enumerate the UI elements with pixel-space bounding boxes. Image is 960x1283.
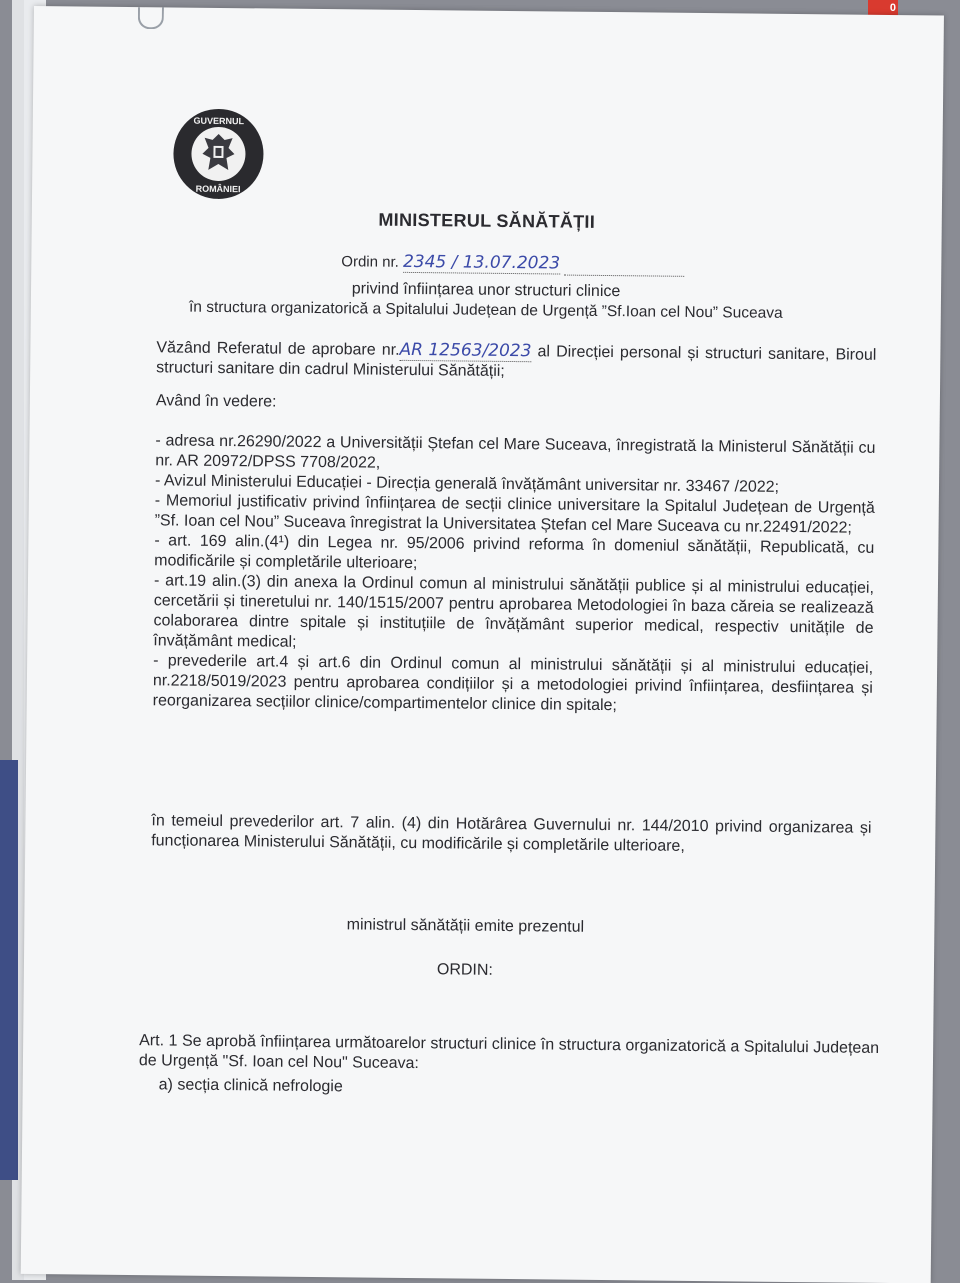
subject-line-1: privind înființarea unor structuri clinice (351, 280, 621, 301)
article-1: Art. 1 Se aprobă înființarea următoarelor structuri clinice în structura organizatorică a Spitalului Județean de Urgență "Sf. Ioan cel Nou" Suceava: (138, 1032, 880, 1073)
list-item: - art. 169 alin.(4¹) din Legea nr. 95/2006 privind reforma în domeniul sănătății, Republicată, cu modificările și completările ulterioare; (154, 532, 875, 573)
order-number-line (341, 251, 684, 277)
referat-suffix: al Direcției personal și structuri sanitare, Biroul structuri sanitare din cadrul Ministerului Sănătății; (156, 343, 877, 380)
seal-top-text: GUVERNUL (193, 115, 245, 127)
list-item: - prevederile art.4 și art.6 din Ordinul comun al ministrului sănătății și al ministrului educației, nr.2218/5019/2023 pentru aprobarea condițiilor și a metodologiei privind înființarea, desființarea și reorganizarea secțiilor clinice/compartimentelor clinice din spitale; (152, 652, 874, 715)
referat-number-handwritten: AR 12563/2023 (399, 339, 532, 362)
list-item: - adresa nr.26290/2022 a Universității Ștefan cel Mare Suceava, înregistrată la Ministerul Sănătății cu nr. AR 20972/DPSS 7708/2022, (155, 432, 876, 472)
government-seal-icon (172, 107, 265, 200)
list-item: - Memoriul justificativ privind înființarea de secții clinice universitare la Spitalul Județean de Urgență ”Sf. Ioan cel Nou” Suceava înregistrat la Universitatea Ștefan cel Mare Suceava cu nr.22491/2022; (154, 492, 875, 537)
order-number-handwritten: 2345 / 13.07.2023 (402, 251, 561, 274)
considerations-list (153, 431, 876, 719)
order-dotted-line (564, 255, 684, 277)
document-page (21, 6, 944, 1283)
list-item: - art.19 alin.(3) din anexa la Ordinul comun al ministrului sănătății publice și al ministrului educației, cercetării și tineretului nr. 140/1515/2007 pentru aprobarea Metodologiei în baza căreia se realizează colaborarea dintre spitale și instituțiile de învățământ superior medical, respectiv unitățile de învățământ medical; (153, 572, 875, 651)
ministry-title: MINISTERUL SĂNĂTĂȚII (378, 209, 596, 232)
issuance-line: ministrul sănătății emite prezentul (346, 916, 585, 936)
paper-clip-icon (138, 7, 164, 29)
referat-prefix: Văzând Referatul de aprobare nr. (156, 339, 400, 359)
order-heading: ORDIN: (436, 961, 494, 979)
legal-basis-paragraph: în temeiul prevederilor art. 7 alin. (4) din Hotărârea Guvernului nr. 144/2010 privind organizarea și funcționarea Ministerului Sănătății, cu modificările și completările ulterioare, (151, 812, 872, 855)
corner-tab-text: 0 (889, 2, 896, 14)
subject-line-2: în structura organizatorică a Spitalului Județean de Urgență ”Sf.Ioan cel Nou” Suceava (188, 298, 783, 322)
list-item: - Avizul Ministerului Educației - Direcția generală învățământ universitar nr. 33467 /2022; (154, 472, 780, 496)
referat-paragraph (156, 337, 876, 386)
seal-bottom-text: ROMÂNIEI (195, 183, 241, 195)
article-1-item-a: a) secția clinică nefrologie (158, 1076, 343, 1096)
considering-heading: Având în vedere: (155, 392, 277, 411)
order-prefix: Ordin nr. (341, 253, 399, 271)
